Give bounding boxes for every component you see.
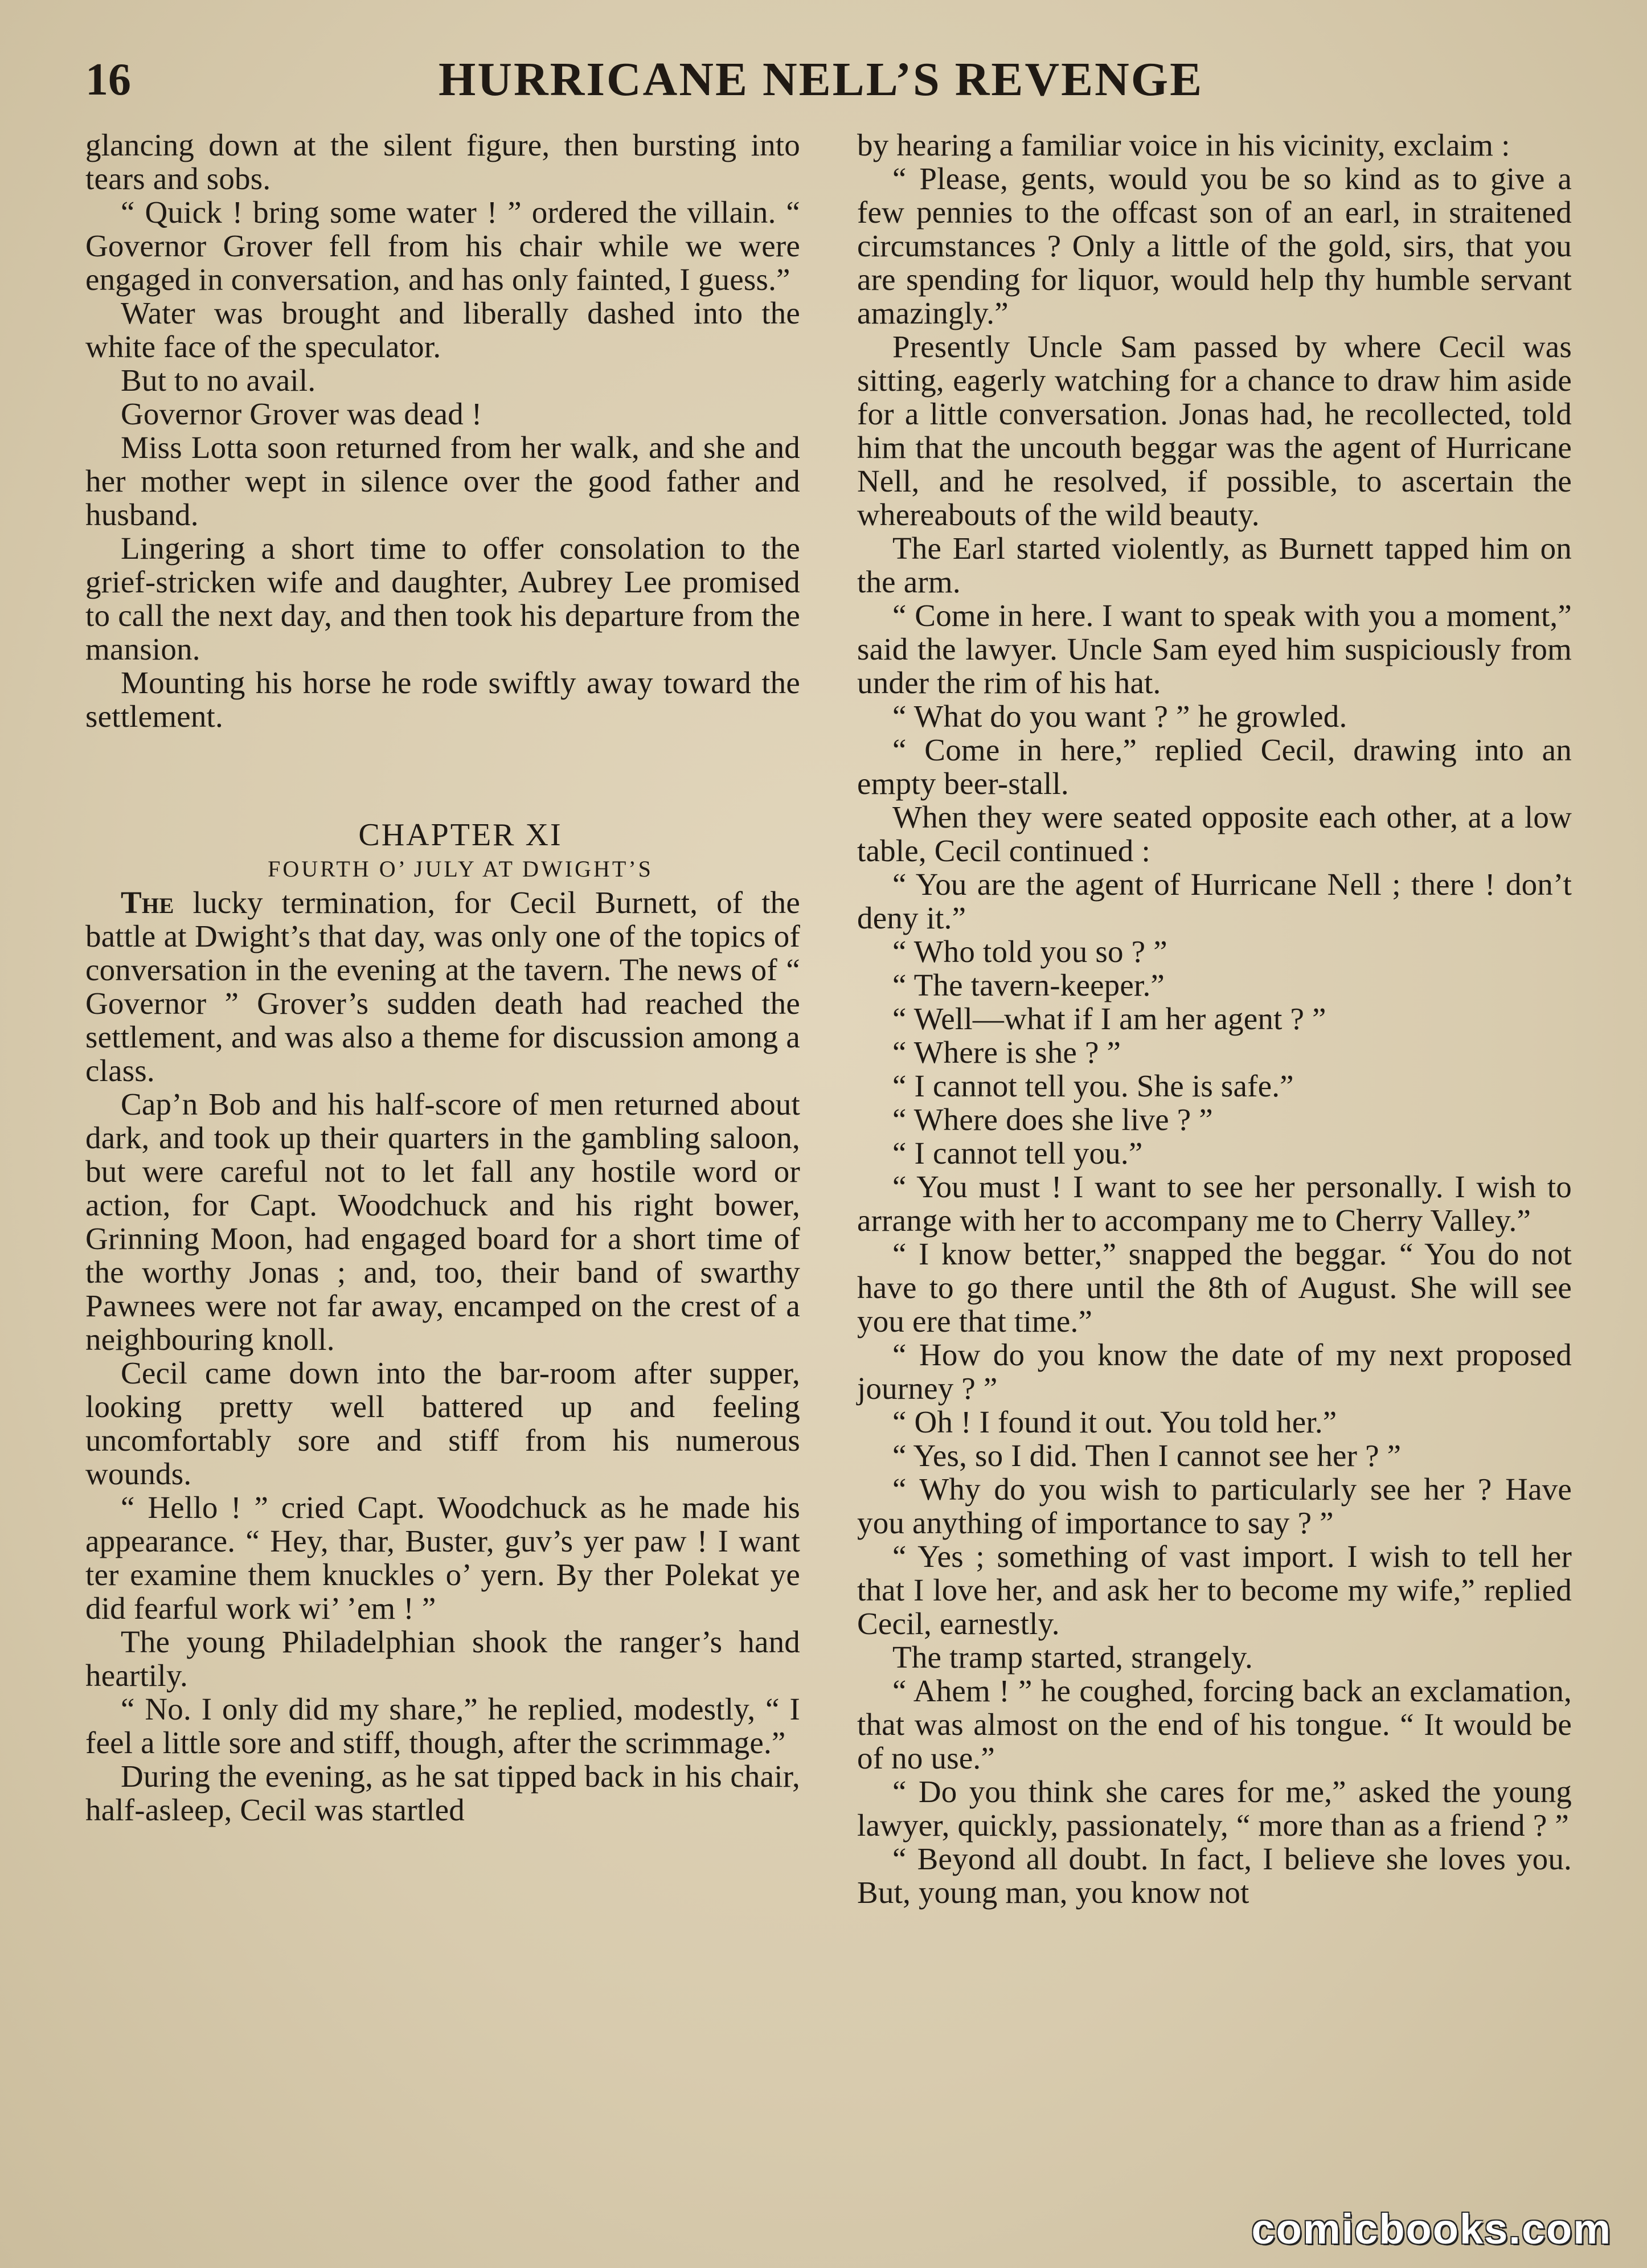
paragraph: “ You are the agent of Hurricane Nell ; there ! don’t deny it.” [857, 867, 1572, 935]
paragraph: “ Hello ! ” cried Capt. Woodchuck as he made his appearance. “ Hey, thar, Buster, guv’s yer paw ! I want ter examine them knuckles o’ yern. By ther Polekat ye did fearful work wi’ ’em ! ” [85, 1490, 800, 1626]
section-gap [85, 733, 800, 818]
paragraph: “ No. I only did my share,” he replied, modestly, “ I feel a little sore and stiff, though, after the scrimmage.” [85, 1692, 800, 1760]
paragraph: Water was brought and liberally dashed into the white face of the speculator. [85, 296, 800, 364]
paragraph: The young Philadelphian shook the ranger’s hand heartily. [85, 1624, 800, 1693]
paragraph-text: lucky termination, for Cecil Burnett, of the battle at Dwight’s that day, was only one of the topics of conversation in the evening at the tavern. The news of “ Governor ” Grover’s sudden death had reached the settlement, and was also a theme for discussion among a class. [85, 885, 800, 1088]
paragraph: “ Oh ! I found it out. You told her.” [892, 1405, 1337, 1439]
paragraph: “ Do you think she cares for me,” asked the young lawyer, quickly, passionately, “ more than as a friend ? ” [857, 1774, 1572, 1843]
paragraph: Presently Uncle Sam passed by where Cecil was sitting, eagerly watching for a chance to draw him aside for a little conversation. Jonas had, he recollected, told him that the uncouth beggar was the agent of Hurricane Nell, and he resolved, if possible, to ascertain the whereabouts of the wild beauty. [857, 329, 1572, 532]
chapter-opening-paragraph [85, 886, 800, 1087]
paragraph: The tramp started, strangely. [892, 1640, 1253, 1675]
right-column [857, 128, 1572, 1909]
paragraph: The Earl started violently, as Burnett tapped him on the arm. [857, 531, 1572, 599]
paragraph: “ Who told you so ? ” [892, 934, 1167, 969]
paragraph: “ Come in here. I want to speak with you a moment,” said the lawyer. Uncle Sam eyed him suspiciously from under the rim of his hat. [857, 598, 1572, 700]
paragraph: “ Please, gents, would you be so kind as to give a few pennies to the offcast son of an earl, in straitened circumstances ? Only a little of the gold, sirs, that you are spending for liquor, would help thy humble servant amazingly.” [857, 161, 1572, 330]
paragraph: “ Well—what if I am her agent ? ” [892, 1001, 1326, 1036]
paragraph: “ I know better,” snapped the beggar. “ You do not have to go there until the 8th of August. She will see you ere that time.” [857, 1237, 1572, 1338]
paragraph: During the evening, as he sat tipped back in his chair, half-asleep, Cecil was startled [85, 1759, 800, 1827]
paragraph: glancing down at the silent figure, then bursting into tears and sobs. [85, 128, 800, 196]
paragraph: “ Beyond all doubt. In fact, I believe she loves you. But, young man, you know not [857, 1841, 1572, 1910]
paragraph: But to no avail. [121, 363, 316, 398]
paragraph: Governor Grover was dead ! [121, 396, 482, 431]
paragraph: “ I cannot tell you.” [892, 1136, 1143, 1170]
paragraph: When they were seated opposite each other, at a low table, Cecil continued : [857, 800, 1572, 868]
paragraph: “ Come in here,” replied Cecil, drawing into an empty beer-stall. [857, 732, 1572, 801]
paragraph: “ Ahem ! ” he coughed, forcing back an exclamation, that was almost on the end of his tongue. “ It would be of no use.” [857, 1673, 1572, 1775]
drop-lead-word: The [121, 885, 174, 920]
page-number: 16 [85, 55, 131, 105]
paragraph: “ The tavern-keeper.” [892, 968, 1165, 1002]
left-column [85, 128, 800, 1827]
paragraph: “ You must ! I want to see her personally. I wish to arrange with her to accompany me to Cherry Valley.” [857, 1169, 1572, 1238]
paragraph: Cap’n Bob and his half-score of men returned about dark, and took up their quarters in the gambling saloon, but were careful not to let fall any hostile word or action, for Capt. Woodchuck and his right bower, Grinning Moon, had engaged board for a short time of the worthy Jonas ; and, too, their band of swarthy Pawnees were not far away, encamped on the crest of a neighbouring knoll. [85, 1087, 800, 1357]
paragraph: “ Where is she ? ” [892, 1035, 1121, 1070]
paragraph: “ Where does she live ? ” [892, 1102, 1213, 1137]
paragraph: “ I cannot tell you. She is safe.” [892, 1069, 1294, 1103]
paragraph: by hearing a familiar voice in his vicinity, exclaim : [857, 128, 1510, 162]
paragraph: Lingering a short time to offer consolation to the grief-stricken wife and daughter, Aubrey Lee promised to call the next day, and then took his departure from the mansion. [85, 531, 800, 666]
chapter-subtitle: FOURTH O’ JULY AT DWIGHT’S [268, 856, 653, 882]
paragraph: Cecil came down into the bar-room after supper, looking pretty well battered up and feeling uncomfortably sore and stiff from his numerous wounds. [85, 1356, 800, 1491]
paragraph: “ Quick ! bring some water ! ” ordered the villain. “ Governor Grover fell from his chair while we were engaged in conversation, and has only fainted, I guess.” [85, 195, 800, 297]
paragraph: Miss Lotta soon returned from her walk, and she and her mother wept in silence over the good father and husband. [85, 430, 800, 532]
paragraph: “ Yes, so I did. Then I cannot see her ? ” [892, 1438, 1402, 1473]
watermark: comicbooks.com [1251, 2205, 1612, 2253]
paragraph: Mounting his horse he rode swiftly away toward the settlement. [85, 665, 800, 734]
page-header [85, 51, 1578, 114]
paragraph: “ How do you know the date of my next proposed journey ? ” [857, 1337, 1572, 1406]
paragraph: “ Yes ; something of vast import. I wish to tell her that I love her, and ask her to become my wife,” replied Cecil, earnestly. [857, 1539, 1572, 1641]
paragraph: “ What do you want ? ” he growled. [892, 699, 1347, 734]
paragraph: “ Why do you wish to particularly see her ? Have you anything of importance to say ? ” [857, 1472, 1572, 1540]
running-title: HURRICANE NELL’S REVENGE [439, 53, 1204, 106]
chapter-title: CHAPTER XI [358, 817, 563, 853]
